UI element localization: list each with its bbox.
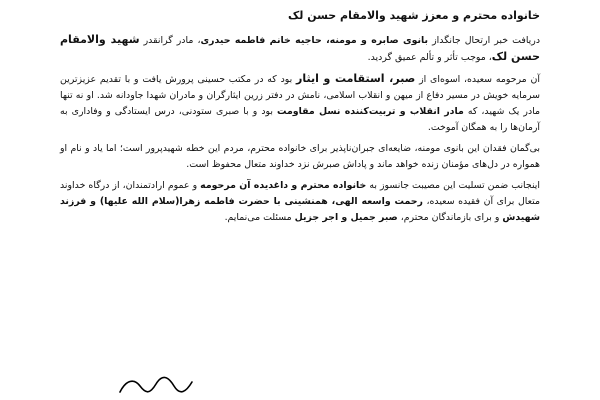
- paragraph-4: [60, 178, 540, 226]
- p2-text-a: آن مرحومه سعیده، اسوه‌ای از: [415, 74, 540, 85]
- p1-text-a: دریافت خبر ارتحال جانگداز: [428, 35, 540, 46]
- p1-bold-d: شهید والامقام حسن لک: [60, 33, 540, 63]
- p2-bold-d: مادر انقلاب و تربیت‌کننده نسل مقاومت: [277, 106, 464, 117]
- letter-salutation: خانواده محترم و معزز شهید والامقام حسن لک: [287, 9, 540, 22]
- p4-text-e: و برای بازماندگان محترم،: [397, 212, 503, 223]
- p4-text-a: اینجانب ضمن تسلیت این مصیبت جانسوز به: [366, 180, 541, 191]
- paragraph-2: [60, 71, 540, 136]
- p2-text-e: بود و با صبری ستودنی، درس ایستادگی و وفاداری به آرمان‌ها را به همگان آموخت.: [60, 106, 540, 133]
- paragraph-3: بی‌گمان فقدان این بانوی مومنه، ضایعه‌ای جبران‌ناپذیر برای خانواده محترم، مردم این خطه شهیدپرور است؛ اما یاد و نام او همواره در دل‌های مؤمنان زنده خواهد ماند و پاداش صبرش نزد خداوند متعال محفوظ است.: [60, 143, 540, 170]
- handwritten-signature: [116, 372, 196, 398]
- p4-text-c: و عموم ارادتمندان، از درگاه خداوند متعال برای آن فقیده سعیده،: [60, 180, 541, 207]
- p1-text-e: ، موجب تأثر و تألم عمیق گردید.: [367, 52, 492, 63]
- p1-text-c: ، مادر گرانقدر: [139, 35, 201, 46]
- p4-bold-f: صبر جمیل و اجر جزیل: [294, 212, 398, 223]
- p1-bold-b: بانوی صابره و مومنه، حاجیه خانم فاطمه حیدری: [200, 35, 429, 46]
- p4-text-g: مسئلت می‌نمایم.: [224, 212, 295, 223]
- p2-text-c: بود که در مکتب حسینی پرورش یافت و با تقدیم عزیزترین سرمایه خویش در مسیر دفاع از میهن و انقلاب اسلامی، نامش در دفتر زرین ایثارگران و مادران شهدا جاودانه شد. او نه تنها مادر یک شهید، که: [60, 74, 541, 117]
- p4-bold-d: رحمت واسعه الهی، همنشینی با حضرت فاطمه زهرا(سلام الله علیها) و فرزند شهیدش: [60, 196, 540, 223]
- paragraph-1: [60, 32, 540, 66]
- p4-bold-b: خانواده محترم و داغدیده آن مرحومه: [200, 180, 367, 191]
- p2-bold-b: صبر، استقامت و ایثار: [295, 72, 416, 85]
- signature-stroke: [120, 377, 192, 392]
